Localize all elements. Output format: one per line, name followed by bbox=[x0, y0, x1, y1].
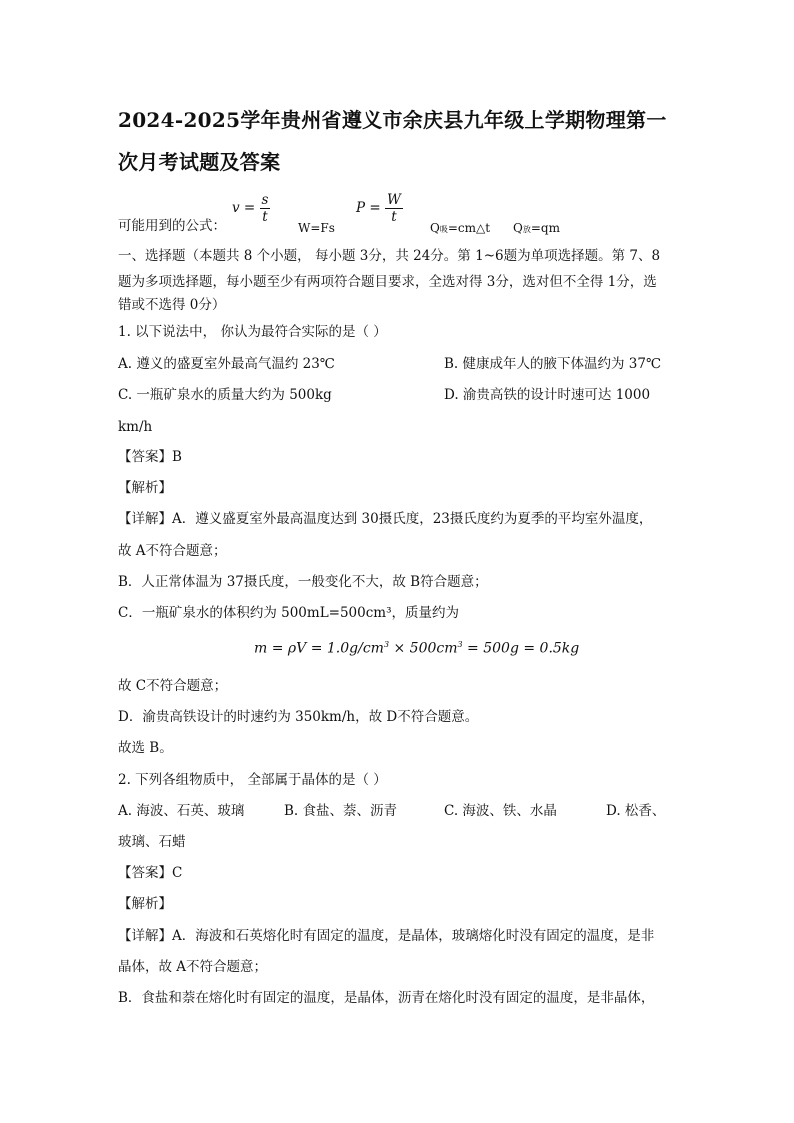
question-2-answer: 【答案】C bbox=[118, 865, 183, 881]
question-1-option-b: B. 健康成年人的腋下体温约为 37℃ bbox=[444, 356, 662, 372]
heat-fuel-subscript: 放 bbox=[522, 225, 531, 234]
question-1-option-a: A. 遵义的盛夏室外最高气温约 23℃ bbox=[118, 356, 335, 372]
question-1-detail-line4: C．一瓶矿泉水的体积约为 500mL=500cm³，质量约为 bbox=[118, 605, 460, 621]
power-fraction bbox=[385, 192, 403, 225]
heat-q: Q bbox=[430, 221, 440, 235]
question-1-option-c: C. 一瓶矿泉水的质量大约为 500kg bbox=[118, 387, 332, 403]
question-2-option-a: A. 海波、石英、玻璃 bbox=[118, 803, 245, 819]
equation-part-3: = 500g = 0.5kg bbox=[462, 640, 580, 657]
question-2-analysis-heading: 【解析】 bbox=[118, 896, 172, 912]
heat-absorb-rhs: =cm△t bbox=[447, 221, 491, 235]
question-1-detail-line1: 【详解】A．遵义盛夏室外最高温度达到 30摄氏度，23摄氏度约为夏季的平均室外温度， bbox=[118, 511, 653, 527]
question-2-option-d-continued: 玻璃、石蜡 bbox=[118, 834, 186, 850]
velocity-fraction bbox=[260, 192, 271, 225]
power-numerator: W bbox=[386, 192, 401, 208]
page-title-continued: 次月考试题及答案 bbox=[118, 150, 281, 174]
heat-fuel-formula bbox=[513, 219, 560, 239]
question-2-option-d: D. 松香、 bbox=[606, 803, 666, 819]
equation-part-1: m = ρV = 1.0g/cm bbox=[254, 640, 384, 657]
equation-superscript-2: 3 bbox=[457, 640, 463, 649]
velocity-denominator: t bbox=[262, 209, 268, 225]
question-2-detail-line1: 【详解】A．海波和石英熔化时有固定的温度，是晶体，玻璃熔化时没有固定的温度，是非 bbox=[118, 928, 655, 944]
question-1-detail-line7: 故选 B。 bbox=[118, 740, 173, 756]
section-instruction-line1: 一、选择题（本题共 8 个小题， 每小题 3分，共 24分。第 1~6题为单项选择题。第 7、8 bbox=[118, 248, 661, 264]
question-1-detail-line2: 故 A不符合题意； bbox=[118, 543, 227, 559]
velocity-formula bbox=[232, 192, 270, 225]
power-denominator: t bbox=[391, 209, 397, 225]
velocity-lhs: v = bbox=[232, 200, 256, 216]
heat-absorb-subscript: 吸 bbox=[439, 225, 448, 234]
question-1-analysis-heading: 【解析】 bbox=[118, 480, 172, 496]
question-1-detail-line3: B．人正常体温为 37摄氏度，一般变化不大，故 B符合题意； bbox=[118, 574, 488, 590]
velocity-numerator: s bbox=[261, 192, 269, 208]
page-title: 2024-2025学年贵州省遵义市余庆县九年级上学期物理第一 bbox=[118, 108, 667, 132]
question-2-detail-line3: B．食盐和萘在熔化时有固定的温度，是晶体，沥青在熔化时没有固定的温度，是非晶体， bbox=[118, 990, 655, 1006]
question-2-stem: 2. 下列各组物质中， 全部属于晶体的是（ ） bbox=[118, 772, 387, 788]
question-1-stem: 1. 以下说法中， 你认为最符合实际的是（ ） bbox=[118, 324, 387, 340]
question-2-detail-line2: 晶体，故 A不符合题意； bbox=[118, 959, 268, 975]
question-1-option-d-continued: km/h bbox=[118, 419, 153, 435]
heat-fuel-rhs: =qm bbox=[530, 221, 560, 235]
heat-absorb-formula bbox=[430, 219, 490, 239]
formula-label: 可能用到的公式： bbox=[118, 218, 226, 234]
section-instruction-line2: 题为多项选择题，每小题至少有两项符合题目要求，全选对得 3分，选对但不全得 1分，选 bbox=[118, 274, 657, 290]
question-2-option-b: B. 食盐、萘、沥青 bbox=[284, 803, 398, 819]
power-formula bbox=[356, 192, 403, 225]
question-1-detail-line5: 故 C不符合题意； bbox=[118, 678, 228, 694]
question-1-option-d: D. 渝贵高铁的设计时速可达 1000 bbox=[444, 387, 651, 403]
question-2-option-c: C. 海波、铁、水晶 bbox=[444, 803, 557, 819]
equation-part-2: × 500cm bbox=[389, 640, 458, 657]
question-1-answer: 【答案】B bbox=[118, 449, 182, 465]
section-instruction-line3: 错或不选得 0分） bbox=[118, 297, 226, 313]
question-1-detail-line6: D．渝贵高铁设计的时速约为 350km/h，故 D不符合题意。 bbox=[118, 709, 479, 725]
power-lhs: P = bbox=[356, 200, 381, 216]
equation-superscript-1: 3 bbox=[383, 640, 390, 649]
question-1-mass-equation bbox=[254, 640, 579, 657]
work-formula: W=Fs bbox=[298, 221, 335, 235]
fuel-q: Q bbox=[513, 221, 523, 235]
